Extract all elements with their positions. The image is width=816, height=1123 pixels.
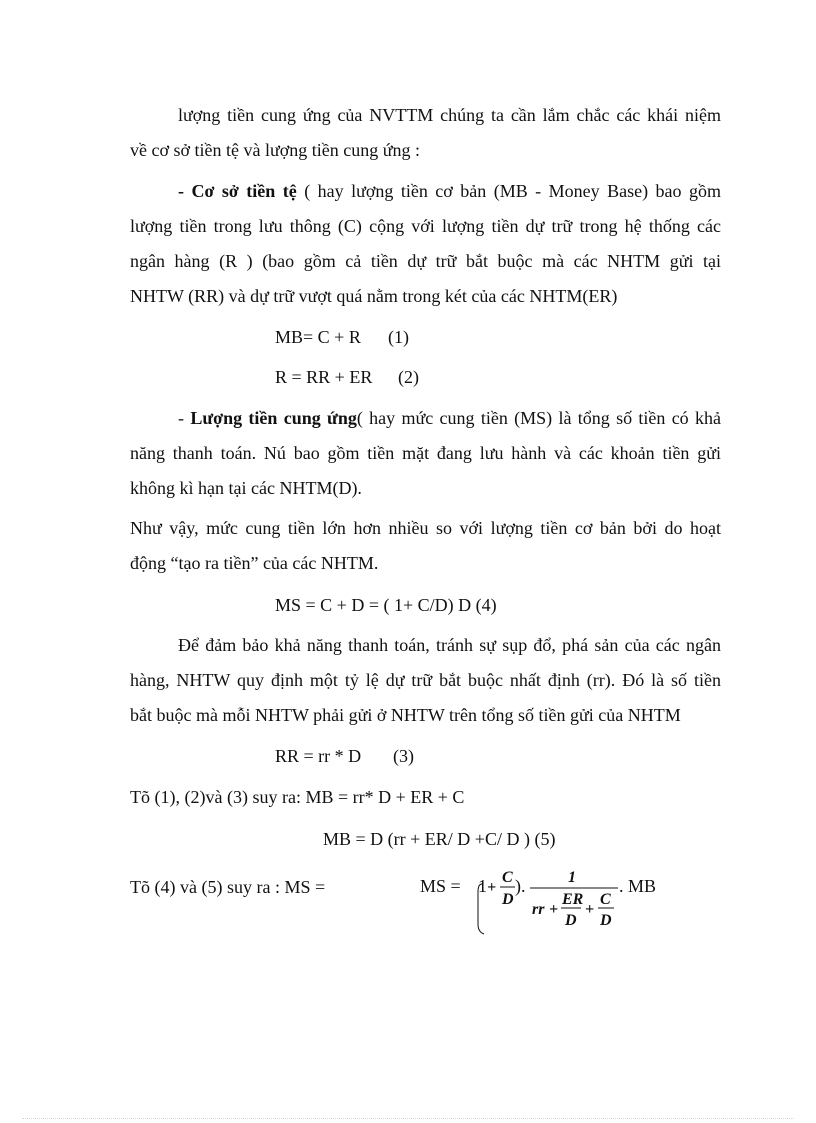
paragraph-3-line-3: không kì hạn tại các NHTM(D). xyxy=(130,478,362,498)
paragraph-3-dash: - xyxy=(178,408,191,428)
equation-5: MB = D (rr + ER/ D +C/ D ) (5) xyxy=(323,829,556,849)
paragraph-4-line-1: Như vậy, mức cung tiền lớn hơn nhiều so với lượng tiền cơ bản bởi do hoạt xyxy=(130,518,721,538)
formula-c2-numerator: C xyxy=(600,891,611,908)
term-co-so-tien-te: - Cơ sở tiền tệ xyxy=(178,181,297,201)
formula-c2-denominator: D xyxy=(600,912,612,929)
formula-plus-1: + xyxy=(487,879,497,896)
paragraph-1-line-1: lượng tiền cung ứng của NVTTM chúng ta cần lắm chắc các khái niệm xyxy=(178,105,721,125)
formula-plus-3: + xyxy=(585,901,595,918)
paragraph-6: Tõ (1), (2)và (3) suy ra: MB = rr* D + ER + C xyxy=(130,787,465,807)
paragraph-3-line-1-text: ( hay mức cung tiền (MS) là tổng số tiền có khả xyxy=(356,408,721,428)
money-supply-formula xyxy=(418,862,678,942)
paragraph-2-line-2: lượng tiền trong lưu thông (C) cộng với lượng tiền dự trữ trong hệ thống các xyxy=(130,216,721,236)
paragraph-2-line-1-text: ( hay lượng tiền cơ bản (MB - Money Base) bao gồm xyxy=(296,181,721,201)
formula-er-denominator: D xyxy=(565,912,577,929)
paragraph-3-line-2: năng thanh toán. Nú bao gồm tiền mặt đang lưu hành và các khoản tiền gửi xyxy=(130,443,721,463)
equation-3-number: (3) xyxy=(393,746,414,766)
formula-er: ER xyxy=(562,891,584,908)
paragraph-1-line-2: về cơ sở tiền tệ và lượng tiền cung ứng : xyxy=(130,140,421,160)
term-luong-tien-cung-ung: Lượng tiền cung ứng xyxy=(190,408,357,428)
equation-2: R = RR + ER xyxy=(275,367,373,387)
paragraph-2-line-3: ngân hàng (R ) (bao gồm cả tiền dự trữ bắt buộc mà các NHTM gửi tại xyxy=(130,251,721,271)
equation-3: RR = rr * D xyxy=(275,746,362,766)
formula-one-numerator: 1 xyxy=(568,869,576,886)
equation-2-number: (2) xyxy=(398,367,419,387)
paragraph-5-line-3: bắt buộc mà mỗi NHTW phải gửi ở NHTW trên tổng số tiền gửi của NHTM xyxy=(130,705,681,725)
formula-d-denominator: D xyxy=(502,891,514,908)
formula-one: 1 xyxy=(478,876,487,896)
formula-lhs: MS = xyxy=(420,876,461,896)
paragraph-7: Tõ (4) và (5) suy ra : MS = xyxy=(130,877,326,897)
paragraph-4-line-2: động “tạo ra tiền” của các NHTM. xyxy=(130,553,379,573)
equation-1-number: (1) xyxy=(388,327,409,347)
equation-4: MS = C + D = ( 1+ C/D) D (4) xyxy=(275,595,497,615)
paragraph-3-line-1 xyxy=(178,409,721,427)
equation-1: MB= C + R xyxy=(275,327,361,347)
paragraph-5-line-1: Để đảm bảo khả năng thanh toán, tránh sự sụp đổ, phá sản của các ngân xyxy=(178,635,721,655)
formula-graphic xyxy=(418,862,678,942)
formula-c-numerator: C xyxy=(502,869,513,886)
paragraph-2-line-1 xyxy=(178,182,721,200)
formula-plus-2: + xyxy=(549,901,559,918)
formula-tail: . MB xyxy=(619,876,657,896)
formula-rr: rr xyxy=(532,901,545,918)
page-bottom-rule xyxy=(22,1118,794,1119)
paragraph-2-line-4: NHTW (RR) và dự trữ vượt quá nằm trong két của các NHTM(ER) xyxy=(130,286,618,306)
formula-close-dot: ). xyxy=(515,876,526,896)
paragraph-5-line-2: hàng, NHTW quy định một tỷ lệ dự trữ bắt buộc nhất định (rr). Đó là số tiền xyxy=(130,670,721,690)
